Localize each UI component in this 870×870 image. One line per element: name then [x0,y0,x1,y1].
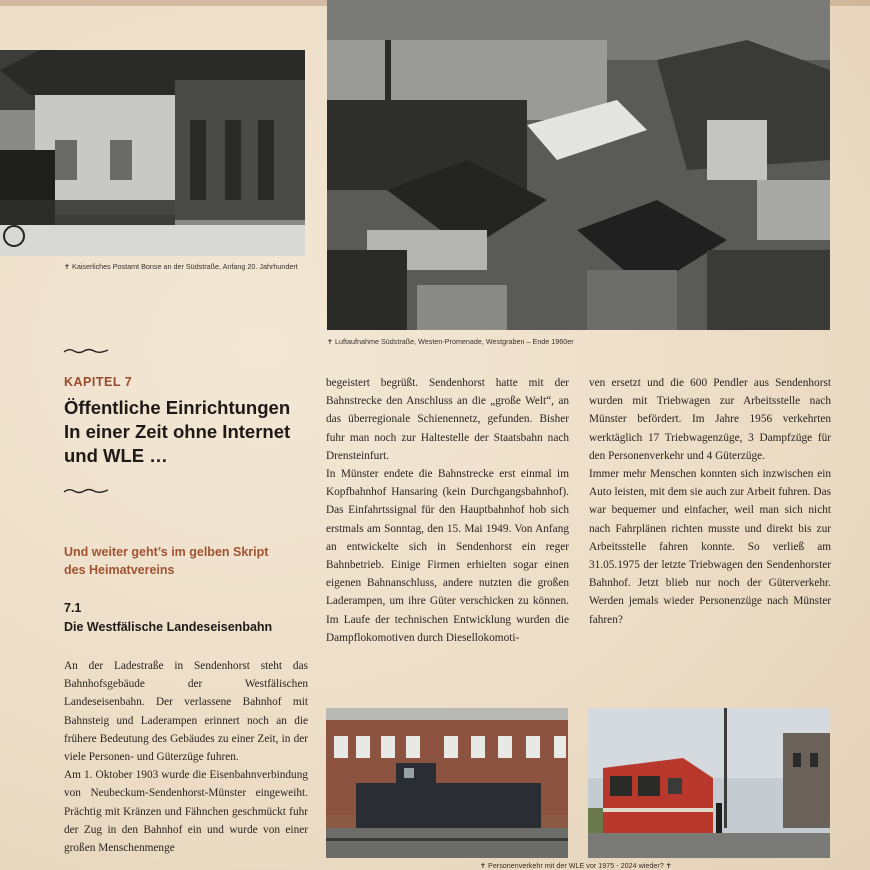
chapter-title [64,396,314,468]
postamt-photo [0,50,305,256]
paragraph: Immer mehr Menschen konnten sich inzwischen ein Auto leisten, mit dem sie auch zur Arbeit fuhren. Das war bequemer und einfacher, weil man sich nicht nach Fahrplänen richten musste und direkt bis zur Arbeitsstelle fahren konnte. So verließ am 31.05.1975 der letzte Triebwagen den Sendenhorster Bahnhof. Jetzt blieb nur noch der Güterverkehr. Werden jemals wieder Personenzüge nach Münster fahren? [589,468,831,626]
chapter-label: KAPITEL 7 [64,375,133,389]
chapter-title-line-2: In einer Zeit ohne Internet [64,421,291,442]
subtitle-line-1: Und weiter geht’s im gelben Skript [64,545,269,559]
decorative-squiggle-top [63,347,109,355]
chapter-title-line-3: und WLE … [64,445,168,466]
body-column-2 [326,374,569,647]
aerial-photo [327,0,830,330]
subtitle-line-2: des Heimatvereins [64,563,175,577]
body-column-1 [64,657,308,857]
section-title: Die Westfälische Landeseisenbahn [64,620,273,634]
paragraph: An der Ladestraße in Sendenhorst steht das Bahnhofsgebäude der Westfälischen Landeseisenbahn. Der verlassene Bahnhof mit Bahnsteig und Laderampen erinnert noch an die frühere Bedeutung des Gebäudes zu einer Zeit, in der viele Personen- und Güterzüge fuhren. [64,660,308,764]
diesel-locomotive-photo [326,708,568,858]
chapter-subtitle [64,543,304,579]
postamt-caption: ✝ Kaiserliches Postamt Bonse an der Südstraße, Anfang 20. Jahrhundert [64,262,298,271]
section-number: 7.1 [64,601,82,615]
aerial-caption: ✝ Luftaufnahme Südstraße, Westen-Promenade, Westgraben – Ende 1960er [327,337,574,346]
trains-caption: ✝ Personenverkehr mit der WLE vor 1975 - 2024 wieder? ✝ [480,861,672,870]
paragraph: Am 1. Oktober 1903 wurde die Eisenbahnverbindung von Neubeckum-Sendenhorst-Münster eingeweiht. Prächtig mit Kränzen und Fähnchen geschmückt fuhr der Zug in den Bahnhof ein und wurde von einer großen Menschenmenge [64,769,308,855]
paragraph: begeistert begrüßt. Sendenhorst hatte mit der Bahnstrecke den Anschluss an die „große Welt“, an das überregionale Schienennetz, gefunden. Bisher fuhr man noch zur Haltestelle der Staatsbahn nach Drensteinfurt. [326,377,569,462]
railcar-photo [588,708,830,858]
decorative-squiggle-bottom [63,487,109,495]
chapter-title-line-1: Öffentliche Einrichtungen [64,397,291,418]
body-column-3 [589,374,831,629]
paragraph: In Münster endete die Bahnstrecke erst einmal im Kopfbahnhof Hansaring (kein Durchgangsbahnhof). Das Einfahrtssignal für den Hauptbahnhof hob sich erstmals am Sonntag, den 15. Mai 1949. Von Anfang an entwickelte sich in Sendenhorst ein reger Bahnbetrieb. Einige Firmen erhielten sogar einen eigenen Bahnanschluss, andere nutzten die großen Laderampen, um ihre Güter verschicken zu können. Im Laufe der technischen Entwicklung wurden die Dampflokomotiven durch Diesellokomoti- [326,468,569,644]
paragraph: ven ersetzt und die 600 Pendler aus Sendenhorst wurden mit Triebwagen zur Arbeitsstelle nach Münster befördert. Im Jahre 1956 verkehrten werktäglich 17 Triebwagenzüge, 3 Dampfzüge für den Personenverkehr und 4 Güterzüge. [589,377,831,462]
